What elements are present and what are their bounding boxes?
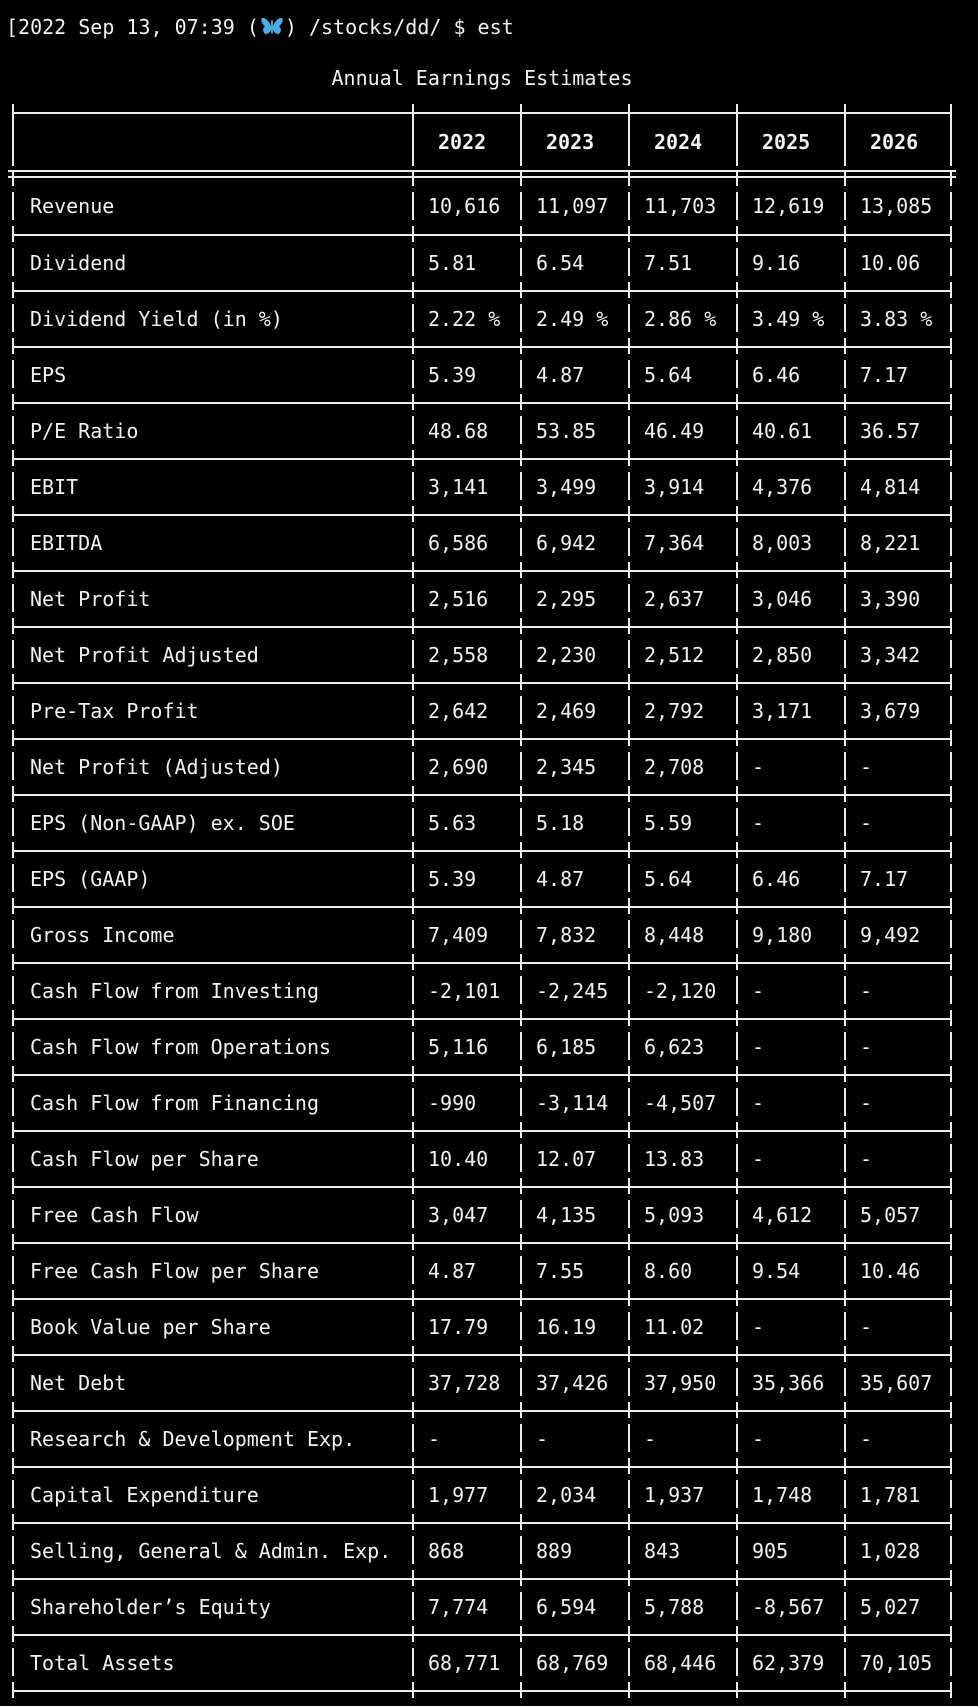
row-value: 2,512 [644,643,705,667]
prompt-dollar-separator: $ [441,15,478,39]
row-value: 35,366 [752,1371,825,1395]
row-value: - [752,1035,765,1059]
row-value: - [860,1315,873,1339]
row-value: - [536,1427,549,1451]
header-row [12,112,952,170]
row-value: 13.83 [644,1147,705,1171]
header-cell-2024: 2024 [654,130,703,154]
row-value: 9,180 [752,923,813,947]
table-row [12,1018,952,1074]
table-row [12,1578,952,1634]
row-value: 3,499 [536,475,597,499]
table-grid-line [844,104,846,166]
row-value: 7.17 [860,867,909,891]
row-value: 2.86 % [644,307,717,331]
row-value: 2.22 % [428,307,501,331]
row-value: 8.60 [644,1259,693,1283]
row-value: 46.49 [644,419,705,443]
openbb-butterfly-icon [260,16,284,38]
row-value: 3,679 [860,699,921,723]
row-value: 2.49 % [536,307,609,331]
row-value: 4,376 [752,475,813,499]
table-row [12,682,952,738]
row-value: 37,728 [428,1371,501,1395]
table-row [12,346,952,402]
row-label: Net Profit (Adjusted) [30,755,283,779]
table-row [12,290,952,346]
row-value: - [752,1147,765,1171]
row-value: 2,708 [644,755,705,779]
table-grid-line [628,104,630,166]
row-value: - [860,1091,873,1115]
row-value: - [752,811,765,835]
row-label: Revenue [30,194,115,218]
row-value: 5,788 [644,1595,705,1619]
row-value: 5.39 [428,363,477,387]
row-value: 37,950 [644,1371,717,1395]
row-value: 13,085 [860,194,933,218]
row-value: 2,469 [536,699,597,723]
row-value: 6.46 [752,363,801,387]
row-label: Gross Income [30,923,175,947]
row-value: -8,567 [752,1595,825,1619]
row-value: 8,221 [860,531,921,555]
row-value: 10.40 [428,1147,489,1171]
table-body [12,178,952,1690]
row-value: 3.49 % [752,307,825,331]
table-grid-line [412,170,414,1698]
row-value: 10.06 [860,251,921,275]
row-label: P/E Ratio [30,419,139,443]
row-value: - [752,1427,765,1451]
row-value: 40.61 [752,419,813,443]
row-value: 17.79 [428,1315,489,1339]
row-label: Net Profit [30,587,151,611]
row-value: 6.54 [536,251,585,275]
row-value: - [752,755,765,779]
row-value: - [428,1427,441,1451]
table-row [12,1074,952,1130]
row-label: EPS [30,363,67,387]
row-value: - [860,811,873,835]
row-value: 12.07 [536,1147,597,1171]
table-row [12,1410,952,1466]
prompt-command: est [477,15,514,39]
prompt-close-paren: ) [284,15,309,39]
table-row [12,234,952,290]
row-value: 2,642 [428,699,489,723]
row-value: -4,507 [644,1091,717,1115]
row-value: 9.16 [752,251,801,275]
prompt-timestamp: [2022 Sep 13, 07:39 ( [6,15,259,39]
row-value: 2,034 [536,1483,597,1507]
row-value: 5.64 [644,363,693,387]
row-label: Book Value per Share [30,1315,271,1339]
row-value: 5,027 [860,1595,921,1619]
table-row [12,1522,952,1578]
row-value: 7.17 [860,363,909,387]
row-value: 3.83 % [860,307,933,331]
row-value: - [860,979,873,1003]
row-value: - [752,1091,765,1115]
row-label: Cash Flow per Share [30,1147,259,1171]
row-value: 35,607 [860,1371,933,1395]
row-value: 6,185 [536,1035,597,1059]
row-value: -3,114 [536,1091,609,1115]
row-label: EPS (Non-GAAP) ex. SOE [30,811,295,835]
table-row [12,738,952,794]
row-value: 5.59 [644,811,693,835]
row-value: 3,914 [644,475,705,499]
row-label: Dividend Yield (in %) [30,307,283,331]
row-value: 2,850 [752,643,813,667]
row-label: Free Cash Flow [30,1203,199,1227]
table-grid-line [950,170,952,1698]
table-row [12,626,952,682]
table-row [12,514,952,570]
row-label: Cash Flow from Operations [30,1035,332,1059]
row-label: Cash Flow from Investing [30,979,319,1003]
row-value: 5.39 [428,867,477,891]
header-separator [8,170,956,178]
table-grid-line [520,104,522,166]
row-value: 2,516 [428,587,489,611]
table-title: Annual Earnings Estimates [331,66,633,90]
row-label: EPS (GAAP) [30,867,151,891]
row-value: 48.68 [428,419,489,443]
row-value: 5.64 [644,867,693,891]
row-value: 7,832 [536,923,597,947]
row-value: 2,690 [428,755,489,779]
row-value: 11.02 [644,1315,705,1339]
row-value: 1,937 [644,1483,705,1507]
table-grid-line [736,170,738,1698]
header-cell-2022: 2022 [438,130,487,154]
row-value: 6.46 [752,867,801,891]
row-value: -2,120 [644,979,717,1003]
row-value: 12,619 [752,194,825,218]
row-value: -990 [428,1091,477,1115]
row-value: 4,814 [860,475,921,499]
table-row [12,906,952,962]
terminal-prompt[interactable] [6,14,514,40]
row-value: 7,364 [644,531,705,555]
row-label: Net Profit Adjusted [30,643,259,667]
row-value: 11,097 [536,194,609,218]
row-value: - [860,755,873,779]
row-value: 68,446 [644,1651,717,1675]
row-value: 3,171 [752,699,813,723]
row-value: 1,977 [428,1483,489,1507]
row-label: Net Debt [30,1371,127,1395]
table-row [12,570,952,626]
row-value: 4,612 [752,1203,813,1227]
row-label: Free Cash Flow per Share [30,1259,319,1283]
row-value: -2,245 [536,979,609,1003]
row-value: 6,942 [536,531,597,555]
row-value: 5,057 [860,1203,921,1227]
row-value: -2,101 [428,979,501,1003]
row-value: 3,047 [428,1203,489,1227]
row-label: Research & Development Exp. [30,1427,356,1451]
table-grid-line [12,104,14,166]
row-value: 62,379 [752,1651,825,1675]
row-label: Cash Flow from Financing [30,1091,319,1115]
row-value: 2,230 [536,643,597,667]
row-value: 3,342 [860,643,921,667]
header-cell-2023: 2023 [546,130,595,154]
table-grid-line [12,170,14,1698]
row-value: 70,105 [860,1651,933,1675]
table-row [12,402,952,458]
row-value: 5.63 [428,811,477,835]
row-value: 9,492 [860,923,921,947]
table-row [12,1186,952,1242]
row-label: Selling, General & Admin. Exp. [30,1539,392,1563]
row-label: Shareholder’s Equity [30,1595,271,1619]
row-value: 8,003 [752,531,813,555]
table-row [12,1354,952,1410]
header-cell-2025: 2025 [762,130,811,154]
row-value: 905 [752,1539,789,1563]
header-cell-2026: 2026 [870,130,919,154]
row-value: 68,771 [428,1651,501,1675]
row-value: 36.57 [860,419,921,443]
row-value: 2,637 [644,587,705,611]
row-value: 4.87 [536,867,585,891]
table-row [12,1298,952,1354]
row-value: 889 [536,1539,573,1563]
row-value: 7.51 [644,251,693,275]
row-value: 4.87 [428,1259,477,1283]
row-label: Pre-Tax Profit [30,699,199,723]
row-value: - [752,979,765,1003]
table-grid-line [520,170,522,1698]
table-row [12,1130,952,1186]
row-value: 5,093 [644,1203,705,1227]
row-value: 1,748 [752,1483,813,1507]
row-value: 37,426 [536,1371,609,1395]
row-value: 10.46 [860,1259,921,1283]
row-value: 6,586 [428,531,489,555]
table-grid-line [412,104,414,166]
prompt-path: /stocks/dd/ [308,15,442,39]
row-value: 5.18 [536,811,585,835]
row-value: 2,558 [428,643,489,667]
row-value: 1,781 [860,1483,921,1507]
row-label: Dividend [30,251,127,275]
row-label: Capital Expenditure [30,1483,259,1507]
row-value: 7,774 [428,1595,489,1619]
row-value: 3,046 [752,587,813,611]
table-row [12,794,952,850]
row-label: EBIT [30,475,79,499]
row-value: 868 [428,1539,465,1563]
row-value: - [752,1315,765,1339]
table-grid-line [736,104,738,166]
row-value: 2,792 [644,699,705,723]
table-row [12,1242,952,1298]
row-value: 11,703 [644,194,717,218]
row-value: 10,616 [428,194,501,218]
row-value: 8,448 [644,923,705,947]
row-value: 7.55 [536,1259,585,1283]
table-row [12,178,952,234]
row-value: 2,345 [536,755,597,779]
row-value: 68,769 [536,1651,609,1675]
row-value: 2,295 [536,587,597,611]
row-value: 3,141 [428,475,489,499]
table-row [12,458,952,514]
table-grid-line [628,170,630,1698]
estimates-table [12,112,952,1692]
row-value: 7,409 [428,923,489,947]
row-value: 16.19 [536,1315,597,1339]
table-row [12,850,952,906]
table-row [12,1634,952,1690]
row-value: 3,390 [860,587,921,611]
table-row [12,962,952,1018]
row-value: 1,028 [860,1539,921,1563]
row-value: 843 [644,1539,681,1563]
row-value: 4.87 [536,363,585,387]
table-grid-line [950,104,952,166]
row-value: - [860,1427,873,1451]
row-value: - [860,1035,873,1059]
row-value: 5.81 [428,251,477,275]
row-label: Total Assets [30,1651,175,1675]
row-value: 4,135 [536,1203,597,1227]
row-value: - [860,1147,873,1171]
row-value: 53.85 [536,419,597,443]
row-value: 6,594 [536,1595,597,1619]
row-value: 5,116 [428,1035,489,1059]
row-value: 6,623 [644,1035,705,1059]
row-value: - [644,1427,657,1451]
row-value: 9.54 [752,1259,801,1283]
row-label: EBITDA [30,531,103,555]
table-grid-line [844,170,846,1698]
table-row [12,1466,952,1522]
